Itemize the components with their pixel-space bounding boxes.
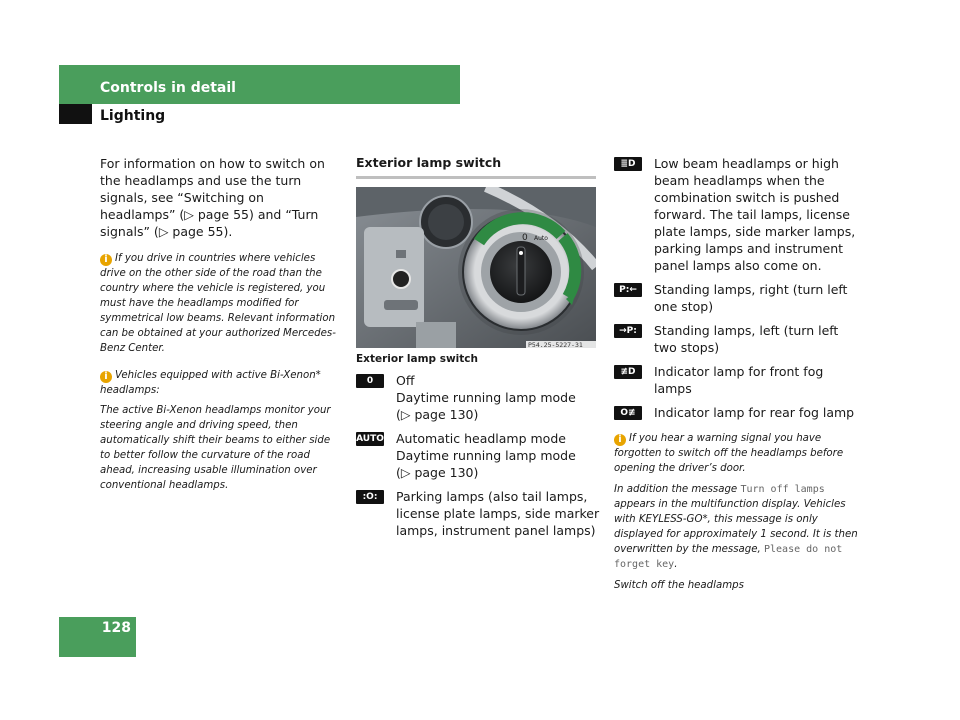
right-column xyxy=(614,155,859,593)
left-column xyxy=(100,155,340,493)
note-warning-signal: i If you hear a warning signal you have forgotten to switch off the headlamps before opening the driver’s door. xyxy=(614,433,844,474)
info-icon: i xyxy=(100,371,112,383)
display-message-turn-off: Turn off lamps xyxy=(740,484,825,495)
list-item: P:← Standing lamps, right (turn left one stop) xyxy=(614,281,859,315)
note-message: In addition the message Turn off lamps appears in the multifunction display. Vehicles with KEYLESS-GO*, this message is only displayed for approximately 1 second. It is then overwritten by the message, Please do not forget key. xyxy=(614,484,858,570)
section-title: Controls in detail xyxy=(100,80,236,96)
switch-positions-list xyxy=(356,372,601,546)
symbol-off: 0 xyxy=(356,374,384,388)
subsection-title: Lighting xyxy=(100,108,166,124)
list-item: AUTO Automatic headlamp mode Daytime running lamp mode (▷ page 130) xyxy=(356,431,576,480)
info-icon: i xyxy=(100,254,112,266)
note-bixenon-body: The active Bi-Xenon headlamps monitor your steering angle and driving speed, then automatically shift their beams to either side to better follow the curvature of the road ahead, increasing usable illumination over conventional headlamps. xyxy=(100,405,331,491)
list-item: ≢D Indicator lamp for front fog lamps xyxy=(614,363,859,397)
symbol-auto: AUTO xyxy=(356,434,384,444)
middle-column xyxy=(356,155,596,179)
section-heading: Exterior lamp switch xyxy=(356,155,596,179)
symbol-parking-lamps: :O: xyxy=(356,490,384,504)
symbol-standing-left: →P: xyxy=(614,324,642,338)
symbol-front-fog: ≢D xyxy=(614,365,642,379)
photo-caption: Exterior lamp switch xyxy=(356,353,478,365)
symbol-low-beam: ≣D xyxy=(614,157,642,171)
list-item: O≢ Indicator lamp for rear fog lamp xyxy=(614,404,859,421)
list-item: ≣D Low beam headlamps or high beam headlamps when the combination switch is pushed forward. The tail lamps, license plate lamps, side marker lamps, parking lamps and instrument panel lamps also come on. xyxy=(614,155,859,274)
page-number: 128 xyxy=(101,620,131,636)
list-item: :O: Parking lamps (also tail lamps, license plate lamps, side marker lamps, instrument panel lamps) xyxy=(356,488,601,539)
switch-label-zero: 0 xyxy=(522,233,528,243)
symbol-standing-right: P:← xyxy=(614,283,642,297)
list-item: →P: Standing lamps, left (turn left two stops) xyxy=(614,322,859,356)
note-switch-off: Switch off the headlamps xyxy=(614,580,744,591)
note-symmetrical-beams: i If you drive in countries where vehicles drive on the other side of the road than the country where the vehicle is registered, you must have the headlamps modified for symmetrical low beams. Relevant information can be obtained at your authorized Mercedes-Benz Center. xyxy=(100,253,336,354)
symbol-rear-fog: O≢ xyxy=(614,406,642,420)
note-bixenon-title: i Vehicles equipped with active Bi-Xenon* headlamps: xyxy=(100,370,321,396)
switch-label-auto: Auto xyxy=(534,235,548,242)
lamp-switch-photo xyxy=(356,187,596,348)
list-item: 0 Off Daytime running lamp mode (▷ page 130) xyxy=(356,372,601,423)
display-message-key: Please do not forget key xyxy=(614,544,843,570)
info-icon: i xyxy=(614,434,626,446)
intro-paragraph: For information on how to switch on the headlamps and use the turn signals, see “Switching on headlamps” (▷ page 55) and “Turn signals” (▷ page 55). xyxy=(100,156,325,239)
photo-code: P54.25-5227-31 xyxy=(528,341,583,348)
subsection-marker xyxy=(59,104,92,124)
